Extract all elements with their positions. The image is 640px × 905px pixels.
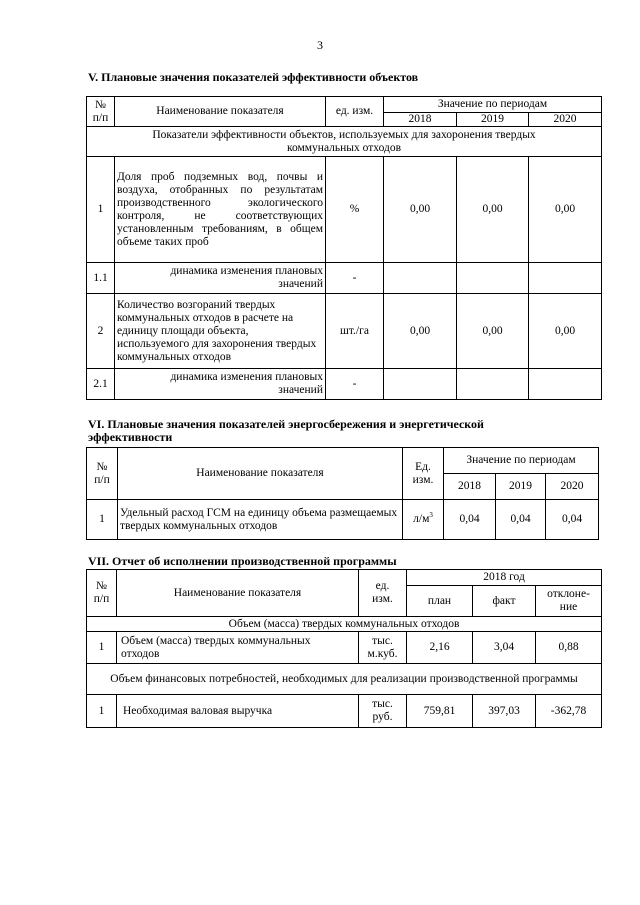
col-header-unit: ед. изм. xyxy=(326,97,384,127)
row-unit: % xyxy=(326,157,384,263)
row-unit: $л/м^3$ xyxy=(403,500,444,540)
col-header-periods: Значение по периодам xyxy=(384,97,602,113)
row-num: 2 xyxy=(87,294,115,369)
row-num: 2.1 xyxy=(87,369,115,400)
group-title: Показатели эффективности объектов, используемых для захоронения твердых коммунальных отходов xyxy=(87,127,602,157)
group-title: Объем (масса) твердых коммунальных отходов xyxy=(87,617,602,632)
row-name: динамика изменения плановых значений xyxy=(115,263,326,294)
row-num: 1 xyxy=(87,632,117,664)
row-value: 0,00 xyxy=(529,294,602,369)
year-header: 2020 xyxy=(529,113,602,127)
energy-table xyxy=(86,447,599,540)
col-header-deviation: отклоне- ние xyxy=(536,586,602,617)
report-table xyxy=(86,569,602,728)
col-header-periods: Значение по периодам xyxy=(444,448,599,474)
section-6-title: VI. Плановые значения показателей энергосбережения и энергетической эффективности xyxy=(88,417,484,444)
col-header-plan: план xyxy=(407,586,473,617)
row-value: 0,00 xyxy=(457,157,529,263)
row-value: 0,00 xyxy=(384,294,457,369)
row-value xyxy=(457,369,529,400)
row-deviation: 0,88 xyxy=(536,632,602,664)
section-5-title: V. Плановые значения показателей эффективности объектов xyxy=(88,70,419,84)
col-header-unit: Ед. изм. xyxy=(403,448,444,500)
row-name: Объем (масса) твердых коммунальных отходов xyxy=(117,632,359,664)
year-header: 2018 xyxy=(384,113,457,127)
row-name: Удельный расход ГСМ на единицу объема размещаемых твердых коммунальных отходов xyxy=(118,500,403,540)
group-title: Объем финансовых потребностей, необходимых для реализации производственной программы xyxy=(87,664,602,695)
col-header-name: Наименование показателя xyxy=(115,97,326,127)
row-num: 1 xyxy=(87,157,115,263)
row-num: 1.1 xyxy=(87,263,115,294)
col-header-num: № п/п xyxy=(87,570,117,617)
year-header: 2019 xyxy=(496,474,546,500)
row-name: Необходимая валовая выручка xyxy=(117,695,359,728)
year-header: 2019 xyxy=(457,113,529,127)
row-plan: 2,16 xyxy=(407,632,473,664)
year-header: 2018 xyxy=(444,474,496,500)
row-unit: тыс. руб. xyxy=(359,695,407,728)
row-deviation: -362,78 xyxy=(536,695,602,728)
row-value: 0,04 xyxy=(496,500,546,540)
row-value xyxy=(529,369,602,400)
row-value: 0,00 xyxy=(457,294,529,369)
row-value: 0,04 xyxy=(546,500,599,540)
row-plan: 759,81 xyxy=(407,695,473,728)
row-name: Количество возгораний твердых коммунальных отходов в расчете на единицу площади объекта, используемого для захоронения твердых коммунальных отходов xyxy=(115,294,326,369)
row-unit: - xyxy=(326,369,384,400)
row-value: 0,00 xyxy=(529,157,602,263)
row-value xyxy=(457,263,529,294)
col-header-year: 2018 год xyxy=(407,570,602,586)
page-number: 3 xyxy=(317,38,323,52)
col-header-name: Наименование показателя xyxy=(117,570,359,617)
col-header-fact: факт xyxy=(473,586,536,617)
year-header: 2020 xyxy=(546,474,599,500)
row-value: 0,00 xyxy=(384,157,457,263)
row-num: 1 xyxy=(87,500,118,540)
row-fact: 397,03 xyxy=(473,695,536,728)
row-num: 1 xyxy=(87,695,117,728)
col-header-num: № п/п xyxy=(87,97,115,127)
row-value: 0,04 xyxy=(444,500,496,540)
row-unit: шт./га xyxy=(326,294,384,369)
col-header-unit: ед. изм. xyxy=(359,570,407,617)
row-value xyxy=(529,263,602,294)
efficiency-table xyxy=(86,96,602,400)
col-header-num: № п/п xyxy=(87,448,118,500)
row-unit: - xyxy=(326,263,384,294)
row-unit: тыс. м.куб. xyxy=(359,632,407,664)
row-fact: 3,04 xyxy=(473,632,536,664)
row-name: динамика изменения плановых значений xyxy=(115,369,326,400)
row-name: Доля проб подземных вод, почвы и воздуха, отобранных по результатам производственного экологического контроля, не соответствующих установленным требованиям, в общем объеме таких проб xyxy=(115,157,326,263)
col-header-name: Наименование показателя xyxy=(118,448,403,500)
section-7-title: VII. Отчет об исполнении производственной программы xyxy=(88,554,397,568)
row-value xyxy=(384,369,457,400)
row-value xyxy=(384,263,457,294)
